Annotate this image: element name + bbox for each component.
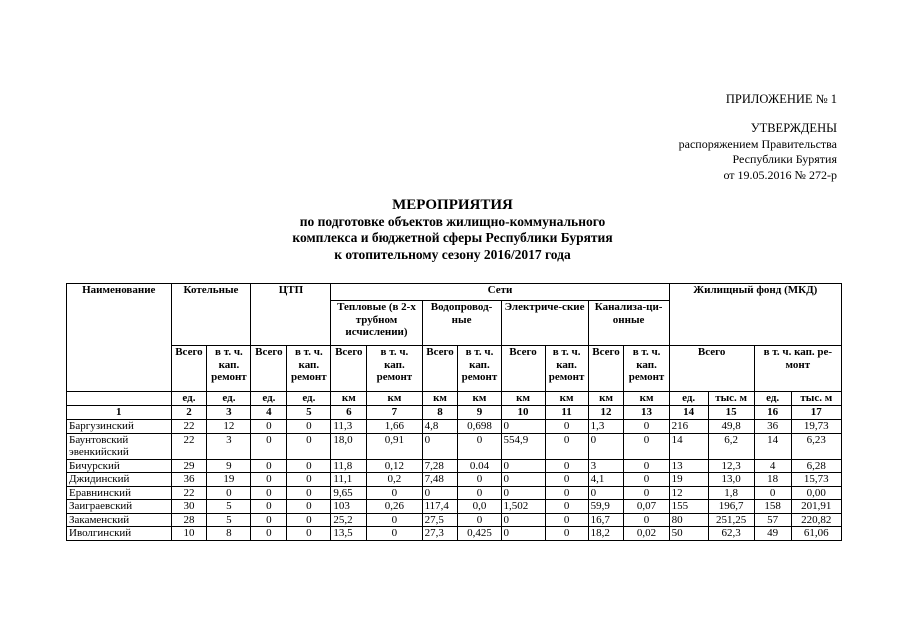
table-cell: 0 (458, 513, 501, 527)
table-cell: 216 (669, 420, 708, 434)
unit-cell: км (588, 392, 624, 406)
table-row (67, 473, 842, 487)
unit-cell: км (458, 392, 501, 406)
table-cell: 0,00 (791, 486, 841, 500)
table-cell: 0 (287, 459, 331, 473)
table-cell: 0 (545, 459, 588, 473)
title-line-1: по подготовке объектов жилищно-коммунального (299, 213, 606, 229)
header-capital: в т. ч. кап. ремонт (287, 346, 331, 392)
district-name: Баргузинский (67, 420, 172, 434)
table-cell: 22 (171, 486, 207, 500)
table-cell: 0,91 (367, 433, 422, 459)
table-cell: 12 (669, 486, 708, 500)
district-name: Баунтовский эвенкийский (67, 433, 172, 459)
header-housing-capital: в т. ч. кап. ре-монт (754, 346, 841, 392)
table-cell: 0,02 (624, 527, 669, 541)
header-sewer: Канализа-ци-онные (588, 301, 669, 346)
table-cell: 0 (501, 459, 545, 473)
table-cell: 0,07 (624, 500, 669, 514)
table-cell: 11,1 (331, 473, 367, 487)
table-cell: 13,5 (331, 527, 367, 541)
column-number: 14 (669, 406, 708, 420)
table-cell: 6,23 (791, 433, 841, 459)
table-cell: 0 (624, 459, 669, 473)
header-capital: в т. ч. кап. ремонт (624, 346, 669, 392)
table-cell: 49 (754, 527, 791, 541)
header-housing: Жилищный фонд (МКД) (669, 284, 841, 346)
table-cell: 29 (171, 459, 207, 473)
table-row (67, 513, 842, 527)
column-number: 10 (501, 406, 545, 420)
table-cell: 0 (545, 486, 588, 500)
table-cell: 9 (207, 459, 251, 473)
column-number: 8 (422, 406, 458, 420)
table-cell: 0 (501, 513, 545, 527)
header-capital: в т. ч. кап. ремонт (458, 346, 501, 392)
table-cell: 0,2 (367, 473, 422, 487)
table-cell: 0 (624, 420, 669, 434)
table-cell: 0 (422, 433, 458, 459)
table-cell: 0 (251, 500, 287, 514)
district-name: Еравнинский (67, 486, 172, 500)
table-cell: 0 (588, 433, 624, 459)
table-row (67, 433, 842, 459)
measures-table (66, 283, 842, 541)
table-cell: 19 (207, 473, 251, 487)
table-cell: 80 (669, 513, 708, 527)
table-cell: 0 (287, 513, 331, 527)
table-cell: 28 (171, 513, 207, 527)
header-total: Всего (171, 346, 207, 392)
header-capital: в т. ч. кап. ремонт (367, 346, 422, 392)
header-capital: в т. ч. кап. ремонт (207, 346, 251, 392)
table-cell: 0 (458, 473, 501, 487)
table-cell: 0,26 (367, 500, 422, 514)
table-cell: 19,73 (791, 420, 841, 434)
table-cell: 0 (624, 473, 669, 487)
header-electric: Электриче-ские (501, 301, 588, 346)
table-cell: 18,0 (331, 433, 367, 459)
unit-cell: тыс. м (791, 392, 841, 406)
table-cell: 0 (545, 500, 588, 514)
table-cell: 196,7 (708, 500, 754, 514)
table-cell: 0 (287, 433, 331, 459)
table-cell: 0 (207, 486, 251, 500)
column-numbers-row (67, 406, 842, 420)
header-total: Всего (331, 346, 367, 392)
table-cell: 0 (458, 433, 501, 459)
header-total: Всего (501, 346, 545, 392)
table-body (67, 420, 842, 541)
table-cell: 9,65 (331, 486, 367, 500)
table-cell: 0 (367, 486, 422, 500)
column-number: 4 (251, 406, 287, 420)
table-cell: 7,48 (422, 473, 458, 487)
table-cell: 5 (207, 500, 251, 514)
table-cell: 61,06 (791, 527, 841, 541)
table-cell: 0 (367, 513, 422, 527)
table-cell: 103 (331, 500, 367, 514)
table-cell: 0 (624, 513, 669, 527)
table-cell: 8 (207, 527, 251, 541)
table-cell: 0 (251, 420, 287, 434)
table-cell: 0 (287, 486, 331, 500)
table-cell: 0,12 (367, 459, 422, 473)
table-cell: 15,73 (791, 473, 841, 487)
table-cell: 0 (287, 527, 331, 541)
table-cell: 10 (171, 527, 207, 541)
table-cell: 0 (501, 420, 545, 434)
unit-cell: км (422, 392, 458, 406)
table-cell: 0 (501, 486, 545, 500)
table-cell: 13 (669, 459, 708, 473)
table-cell: 27,5 (422, 513, 458, 527)
table-row (67, 486, 842, 500)
table-cell: 11,8 (331, 459, 367, 473)
table-cell: 1,502 (501, 500, 545, 514)
header-networks: Сети (331, 284, 669, 301)
table-cell: 18 (754, 473, 791, 487)
table-cell: 117,4 (422, 500, 458, 514)
table-cell: 0 (501, 527, 545, 541)
unit-cell: ед. (669, 392, 708, 406)
header-heat: Тепловые (в 2-х трубном исчислении) (331, 301, 422, 346)
unit-cell: ед. (207, 392, 251, 406)
table-cell: 0 (624, 433, 669, 459)
table-cell: 0 (545, 473, 588, 487)
column-number: 12 (588, 406, 624, 420)
table-row (67, 500, 842, 514)
table-cell: 0 (251, 513, 287, 527)
table-cell: 0,698 (458, 420, 501, 434)
header-total: Всего (422, 346, 458, 392)
units-empty (67, 392, 172, 406)
unit-cell: ед. (171, 392, 207, 406)
header-total: Всего (251, 346, 287, 392)
table-cell: 0 (287, 420, 331, 434)
district-name: Джидинский (67, 473, 172, 487)
table-cell: 0 (287, 473, 331, 487)
table-cell: 4,8 (422, 420, 458, 434)
table-cell: 0 (367, 527, 422, 541)
column-number: 17 (791, 406, 841, 420)
header-boilers: Котельные (171, 284, 251, 346)
table-cell: 554,9 (501, 433, 545, 459)
table-cell: 0 (251, 433, 287, 459)
table-cell: 49,8 (708, 420, 754, 434)
units-row (67, 392, 842, 406)
header-row-3 (67, 346, 842, 392)
unit-cell: км (501, 392, 545, 406)
header-capital: в т. ч. кап. ремонт (545, 346, 588, 392)
header-water: Водопровод-ные (422, 301, 501, 346)
table-cell: 25,2 (331, 513, 367, 527)
table-cell: 0 (422, 486, 458, 500)
table-cell: 1,8 (708, 486, 754, 500)
table-cell: 14 (669, 433, 708, 459)
table-cell: 13,0 (708, 473, 754, 487)
table-row (67, 459, 842, 473)
unit-cell: ед. (287, 392, 331, 406)
table-cell: 0 (588, 486, 624, 500)
document-title (0, 197, 905, 263)
column-number: 11 (545, 406, 588, 420)
header-row-1 (67, 284, 842, 301)
approval-line-2: Республики Бурятия (732, 152, 837, 166)
table-cell: 0,0 (458, 500, 501, 514)
column-number: 2 (171, 406, 207, 420)
table-cell: 12,3 (708, 459, 754, 473)
district-name: Закаменский (67, 513, 172, 527)
district-name: Заиграевский (67, 500, 172, 514)
table-cell: 220,82 (791, 513, 841, 527)
appendix-number: ПРИЛОЖЕНИЕ № 1 (725, 92, 837, 106)
table-cell: 16,7 (588, 513, 624, 527)
header-name: Наименование (67, 284, 172, 392)
approval-block (679, 121, 837, 183)
table-cell: 0 (545, 433, 588, 459)
approval-heading: УТВЕРЖДЕНЫ (750, 121, 837, 135)
district-name: Иволгинский (67, 527, 172, 541)
table-cell: 1,66 (367, 420, 422, 434)
table-cell: 27,3 (422, 527, 458, 541)
unit-cell: км (367, 392, 422, 406)
table-cell: 0 (251, 486, 287, 500)
header-ctp: ЦТП (251, 284, 331, 346)
column-number: 13 (624, 406, 669, 420)
table-cell: 19 (669, 473, 708, 487)
header-housing-total: Всего (669, 346, 754, 392)
column-number: 5 (287, 406, 331, 420)
unit-cell: км (331, 392, 367, 406)
table-cell: 3 (207, 433, 251, 459)
unit-cell: км (545, 392, 588, 406)
table-cell: 0.04 (458, 459, 501, 473)
table-cell: 7,28 (422, 459, 458, 473)
header-total: Всего (588, 346, 624, 392)
table-cell: 12 (207, 420, 251, 434)
table-cell: 6,2 (708, 433, 754, 459)
table-cell: 0 (251, 527, 287, 541)
table-cell: 0 (251, 459, 287, 473)
table-cell: 0 (545, 527, 588, 541)
column-number: 7 (367, 406, 422, 420)
title-line-2: комплекса и бюджетной сферы Республики Бурятия (292, 230, 613, 245)
table-cell: 22 (171, 433, 207, 459)
title-line-3: к отопительному сезону 2016/2017 года (334, 246, 571, 262)
approval-line-3: от 19.05.2016 № 272-р (723, 167, 837, 182)
table-cell: 50 (669, 527, 708, 541)
table-cell: 201,91 (791, 500, 841, 514)
table-cell: 0,425 (458, 527, 501, 541)
column-number: 16 (754, 406, 791, 420)
table-cell: 59,9 (588, 500, 624, 514)
table-cell: 5 (207, 513, 251, 527)
table-cell: 0 (501, 473, 545, 487)
table-cell: 30 (171, 500, 207, 514)
column-number: 15 (708, 406, 754, 420)
table-cell: 0 (545, 420, 588, 434)
column-number: 1 (67, 406, 172, 420)
table-row (67, 527, 842, 541)
table-cell: 57 (754, 513, 791, 527)
approval-line-1: распоряжением Правительства (678, 136, 837, 151)
table-cell: 1,3 (588, 420, 624, 434)
table-cell: 0 (624, 486, 669, 500)
table-cell: 36 (754, 420, 791, 434)
column-number: 9 (458, 406, 501, 420)
unit-cell: ед. (251, 392, 287, 406)
table-cell: 3 (588, 459, 624, 473)
table-cell: 0 (287, 500, 331, 514)
unit-cell: тыс. м (708, 392, 754, 406)
table-cell: 62,3 (708, 527, 754, 541)
unit-cell: км (624, 392, 669, 406)
table-cell: 11,3 (331, 420, 367, 434)
district-name: Бичурский (67, 459, 172, 473)
table-cell: 0 (754, 486, 791, 500)
table-row (67, 420, 842, 434)
table-cell: 14 (754, 433, 791, 459)
table-cell: 6,28 (791, 459, 841, 473)
table-cell: 36 (171, 473, 207, 487)
table-cell: 22 (171, 420, 207, 434)
column-number: 6 (331, 406, 367, 420)
column-number: 3 (207, 406, 251, 420)
table-cell: 158 (754, 500, 791, 514)
title-main: МЕРОПРИЯТИЯ (392, 197, 513, 213)
table-cell: 4 (754, 459, 791, 473)
table-cell: 0 (545, 513, 588, 527)
table-cell: 251,25 (708, 513, 754, 527)
table-cell: 4,1 (588, 473, 624, 487)
table-cell: 155 (669, 500, 708, 514)
table-cell: 18,2 (588, 527, 624, 541)
unit-cell: ед. (754, 392, 791, 406)
table-cell: 0 (458, 486, 501, 500)
table-cell: 0 (251, 473, 287, 487)
